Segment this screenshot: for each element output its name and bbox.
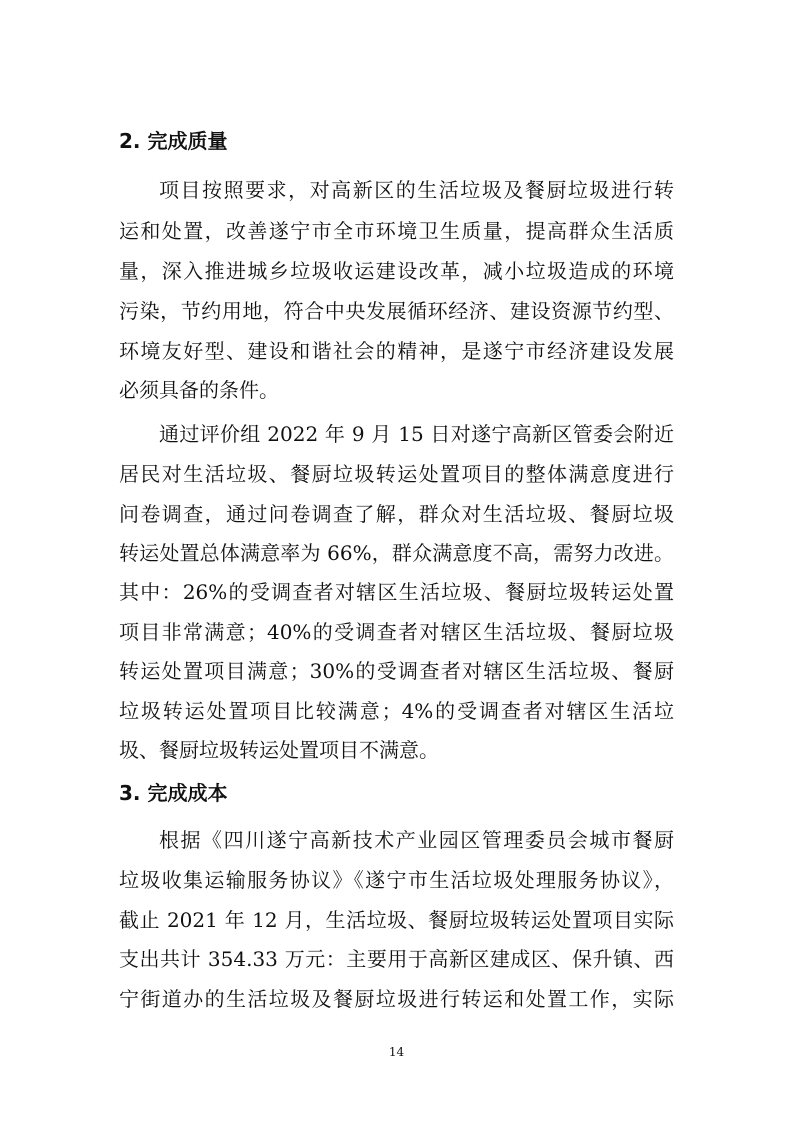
paragraph-line: 垃圾转运处置项目比较满意；4%的受调查者对辖区生活垃 [119,699,674,723]
paragraph-line: 环境友好型、建设和谐社会的精神，是遂宁市经济建设发展 [119,339,674,363]
section-heading-quality: 2. 完成质量 [119,129,228,153]
paragraph-line: 量，深入推进城乡垃圾收运建设改革，减小垃圾造成的环境 [119,259,674,283]
paragraph-line: 项目非常满意；40%的受调查者对辖区生活垃圾、餐厨垃圾 [119,620,674,644]
paragraph-line: 必须具备的条件。 [119,378,279,402]
paragraph-line: 圾、餐厨垃圾转运处置项目不满意。 [119,738,439,762]
paragraph-line: 项目按照要求，对高新区的生活垃圾及餐厨垃圾进行转 [159,178,674,202]
paragraph-line: 通过评价组 2022 年 9 月 15 日对遂宁高新区管委会附近 [159,422,674,446]
paragraph-line: 垃圾收集运输服务协议》《遂宁市生活垃圾处理服务协议》， [119,868,674,892]
page-number: 14 [388,1045,405,1059]
paragraph-line: 转运处置项目满意；30%的受调查者对辖区生活垃圾、餐厨 [119,659,674,683]
paragraph-line: 根据《四川遂宁高新技术产业园区管理委员会城市餐厨 [159,828,674,852]
paragraph-line: 其中：26%的受调查者对辖区生活垃圾、餐厨垃圾转运处置 [119,580,674,604]
paragraph-line: 居民对生活垃圾、餐厨垃圾转运处置项目的整体满意度进行 [119,462,674,486]
paragraph-line: 转运处置总体满意率为 66%，群众满意度不高，需努力改进。 [119,541,674,565]
paragraph-line: 支出共计 354.33 万元：主要用于高新区建成区、保升镇、西 [119,947,674,971]
section-heading-cost: 3. 完成成本 [119,781,228,805]
paragraph-line: 截止 2021 年 12 月，生活垃圾、餐厨垃圾转运处置项目实际 [119,908,674,932]
paragraph-line: 污染，节约用地，符合中央发展循环经济、建设资源节约型、 [119,299,674,323]
paragraph-line: 宁街道办的生活垃圾及餐厨垃圾进行转运和处置工作，实际 [119,987,674,1011]
paragraph-line: 运和处置，改善遂宁市全市环境卫生质量，提高群众生活质 [119,219,674,243]
paragraph-line: 问卷调查，通过问卷调查了解，群众对生活垃圾、餐厨垃圾 [119,502,674,526]
